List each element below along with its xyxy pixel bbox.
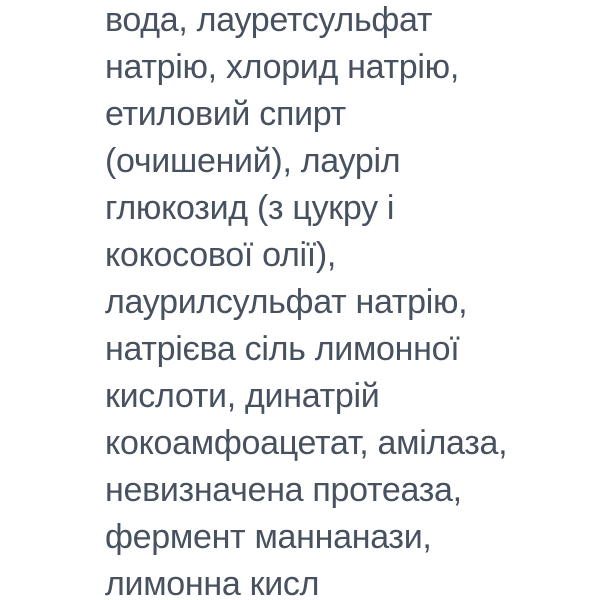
text-line: (очишений), лауріл [105,142,401,180]
ingredients-text-block [105,0,575,600]
text-line: невизначена протеаза, [105,471,462,509]
text-line: вода, лауретсульфат [105,1,433,39]
text-line: глюкозид (з цукру і [105,189,395,227]
text-line: натрієва сіль лимонної [105,330,460,368]
text-line: лаурилсульфат натрію, [105,283,468,321]
text-line: натрію, хлорид натрію, [105,48,460,86]
text-line: фермент маннанази, [105,518,432,556]
text-line: лимонна кисл [105,565,320,600]
text-line: етиловий спирт [105,95,346,133]
text-line: кислоти, динатрій [105,377,380,415]
text-line: кокосової олії), [105,236,337,274]
text-line: кокоамфоацетат, амілаза, [105,424,508,462]
